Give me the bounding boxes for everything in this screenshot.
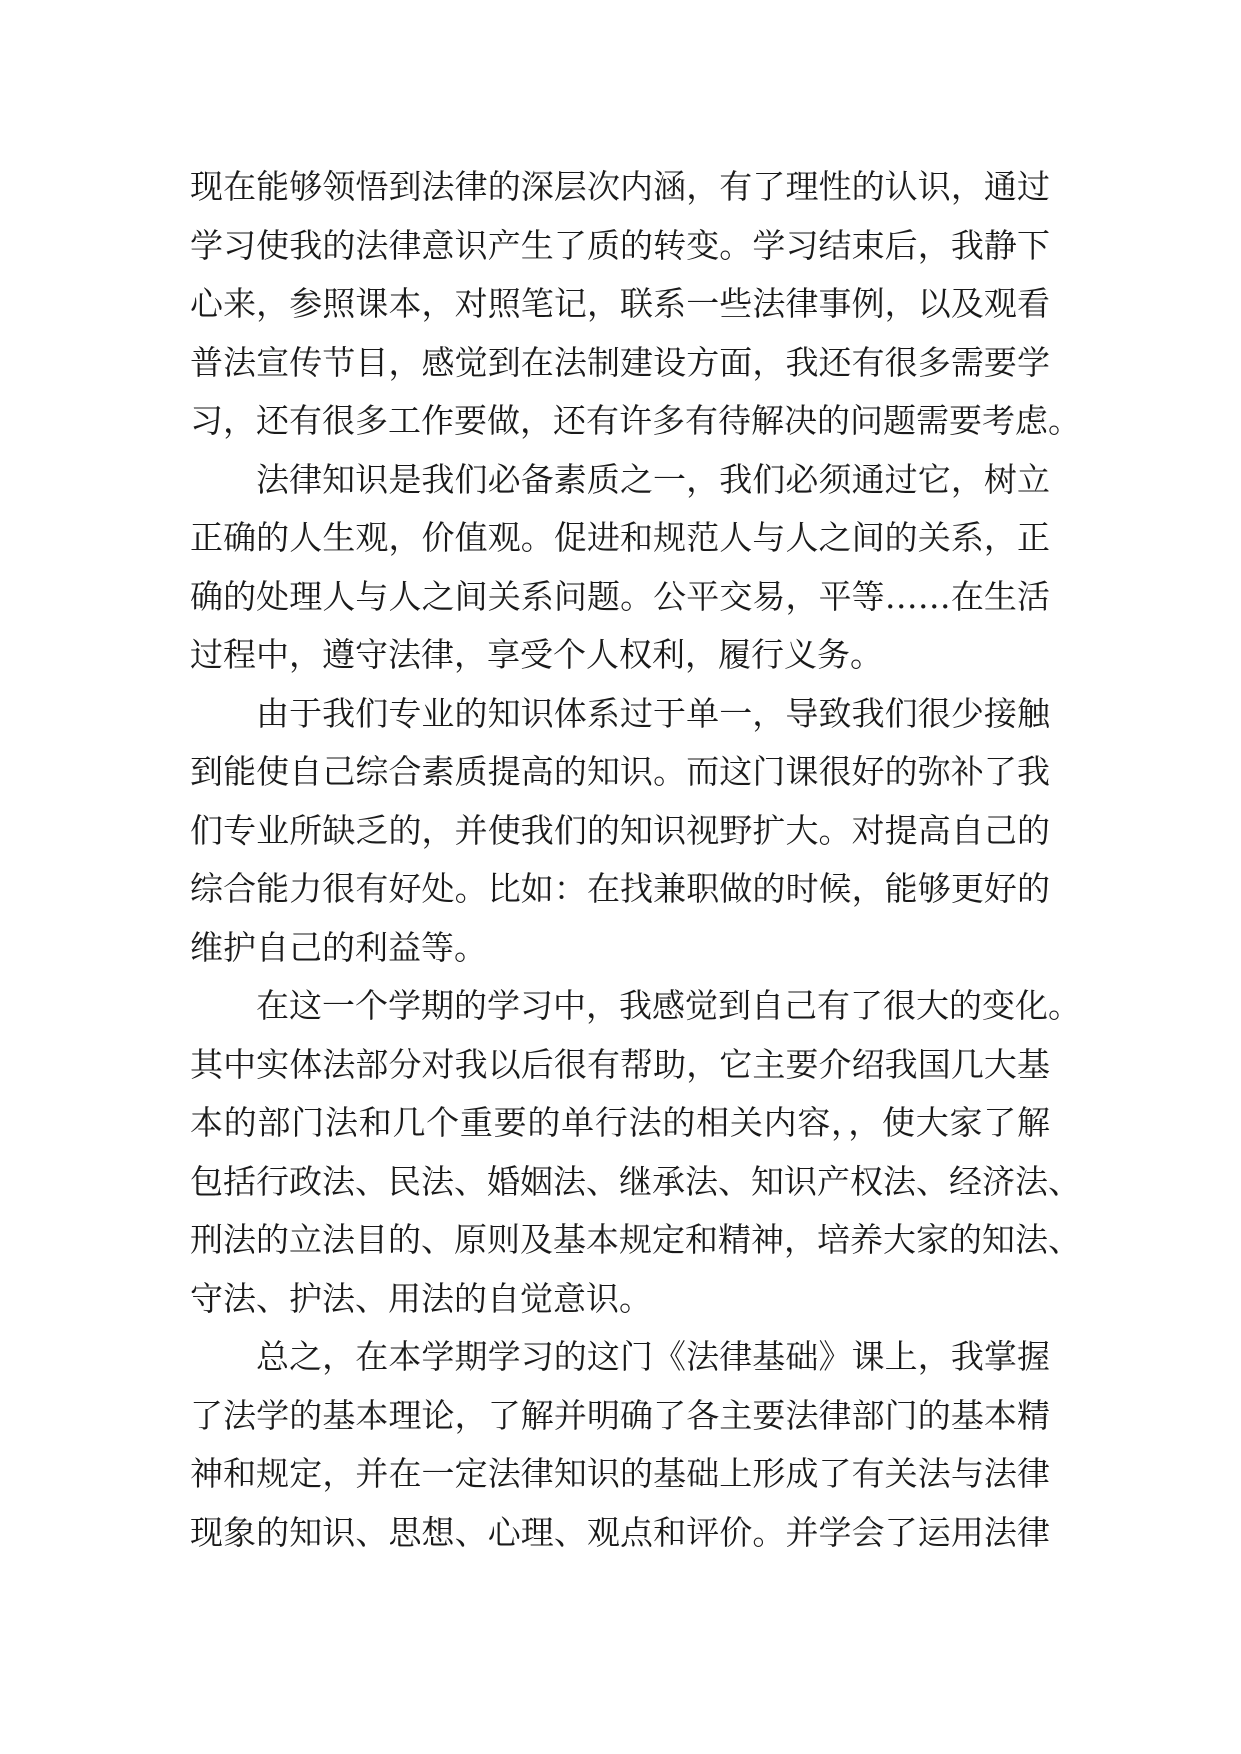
document-body bbox=[190, 158, 1081, 1562]
text-line: 现象的知识、思想、心理、观点和评价。并学会了运用法律 bbox=[190, 1512, 1050, 1552]
text-line: 在这一个学期的学习中，我感觉到自己有了很大的变化。 bbox=[256, 986, 1081, 1025]
text-line: 到能使自己综合素质提高的知识。而这门课很好的弥补了我 bbox=[190, 752, 1050, 791]
text-line: 心来，参照课本，对照笔记，联系一些法律事例，以及观看 bbox=[190, 284, 1050, 323]
paragraph bbox=[190, 977, 1081, 1328]
text-line: 综合能力很有好处。比如：在找兼职做的时候，能够更好的 bbox=[190, 869, 1050, 908]
text-line: 刑法的立法目的、原则及基本规定和精神，培养大家的知法、 bbox=[190, 1220, 1081, 1259]
text-line: 了法学的基本理论，了解并明确了各主要法律部门的基本精 bbox=[190, 1395, 1050, 1435]
paragraph bbox=[190, 451, 1050, 685]
text-line: 总之，在本学期学习的这门《法律基础》课上，我掌握 bbox=[256, 1337, 1050, 1376]
text-line: 守法、护法、用法的自觉意识。 bbox=[190, 1278, 652, 1318]
paragraph bbox=[190, 685, 1050, 978]
text-line: 由于我们专业的知识体系过于单一，导致我们很少接触 bbox=[256, 693, 1050, 733]
text-line: 维护自己的利益等。 bbox=[190, 927, 487, 967]
text-line: 现在能够领悟到法律的深层次内涵，有了理性的认识，通过 bbox=[190, 167, 1050, 206]
text-line: 过程中，遵守法律，享受个人权利，履行义务。 bbox=[190, 635, 883, 674]
text-line: 确的处理人与人之间关系问题。公平交易，平等……在生活 bbox=[190, 576, 1050, 616]
text-line: 包括行政法、民法、婚姻法、继承法、知识产权法、经济法、 bbox=[190, 1161, 1081, 1201]
text-line: 普法宣传节目，感觉到在法制建设方面，我还有很多需要学 bbox=[190, 342, 1050, 382]
text-line: 其中实体法部分对我以后很有帮助，它主要介绍我国几大基 bbox=[190, 1044, 1050, 1084]
text-line: 们专业所缺乏的，并使我们的知识视野扩大。对提高自己的 bbox=[190, 810, 1050, 850]
paragraph bbox=[190, 158, 1081, 451]
text-line: 法律知识是我们必备素质之一，我们必须通过它，树立 bbox=[256, 459, 1050, 499]
text-line: 本的部门法和几个重要的单行法的相关内容，，使大家了解 bbox=[190, 1103, 1050, 1142]
text-line: 学习使我的法律意识产生了质的转变。学习结束后，我静下 bbox=[190, 225, 1050, 265]
paragraph bbox=[190, 1328, 1050, 1562]
text-line: 习，还有很多工作要做，还有许多有待解决的问题需要考虑。 bbox=[190, 401, 1081, 440]
text-line: 正确的人生观，价值观。促进和规范人与人之间的关系，正 bbox=[190, 518, 1050, 557]
text-line: 神和规定，并在一定法律知识的基础上形成了有关法与法律 bbox=[190, 1454, 1050, 1493]
